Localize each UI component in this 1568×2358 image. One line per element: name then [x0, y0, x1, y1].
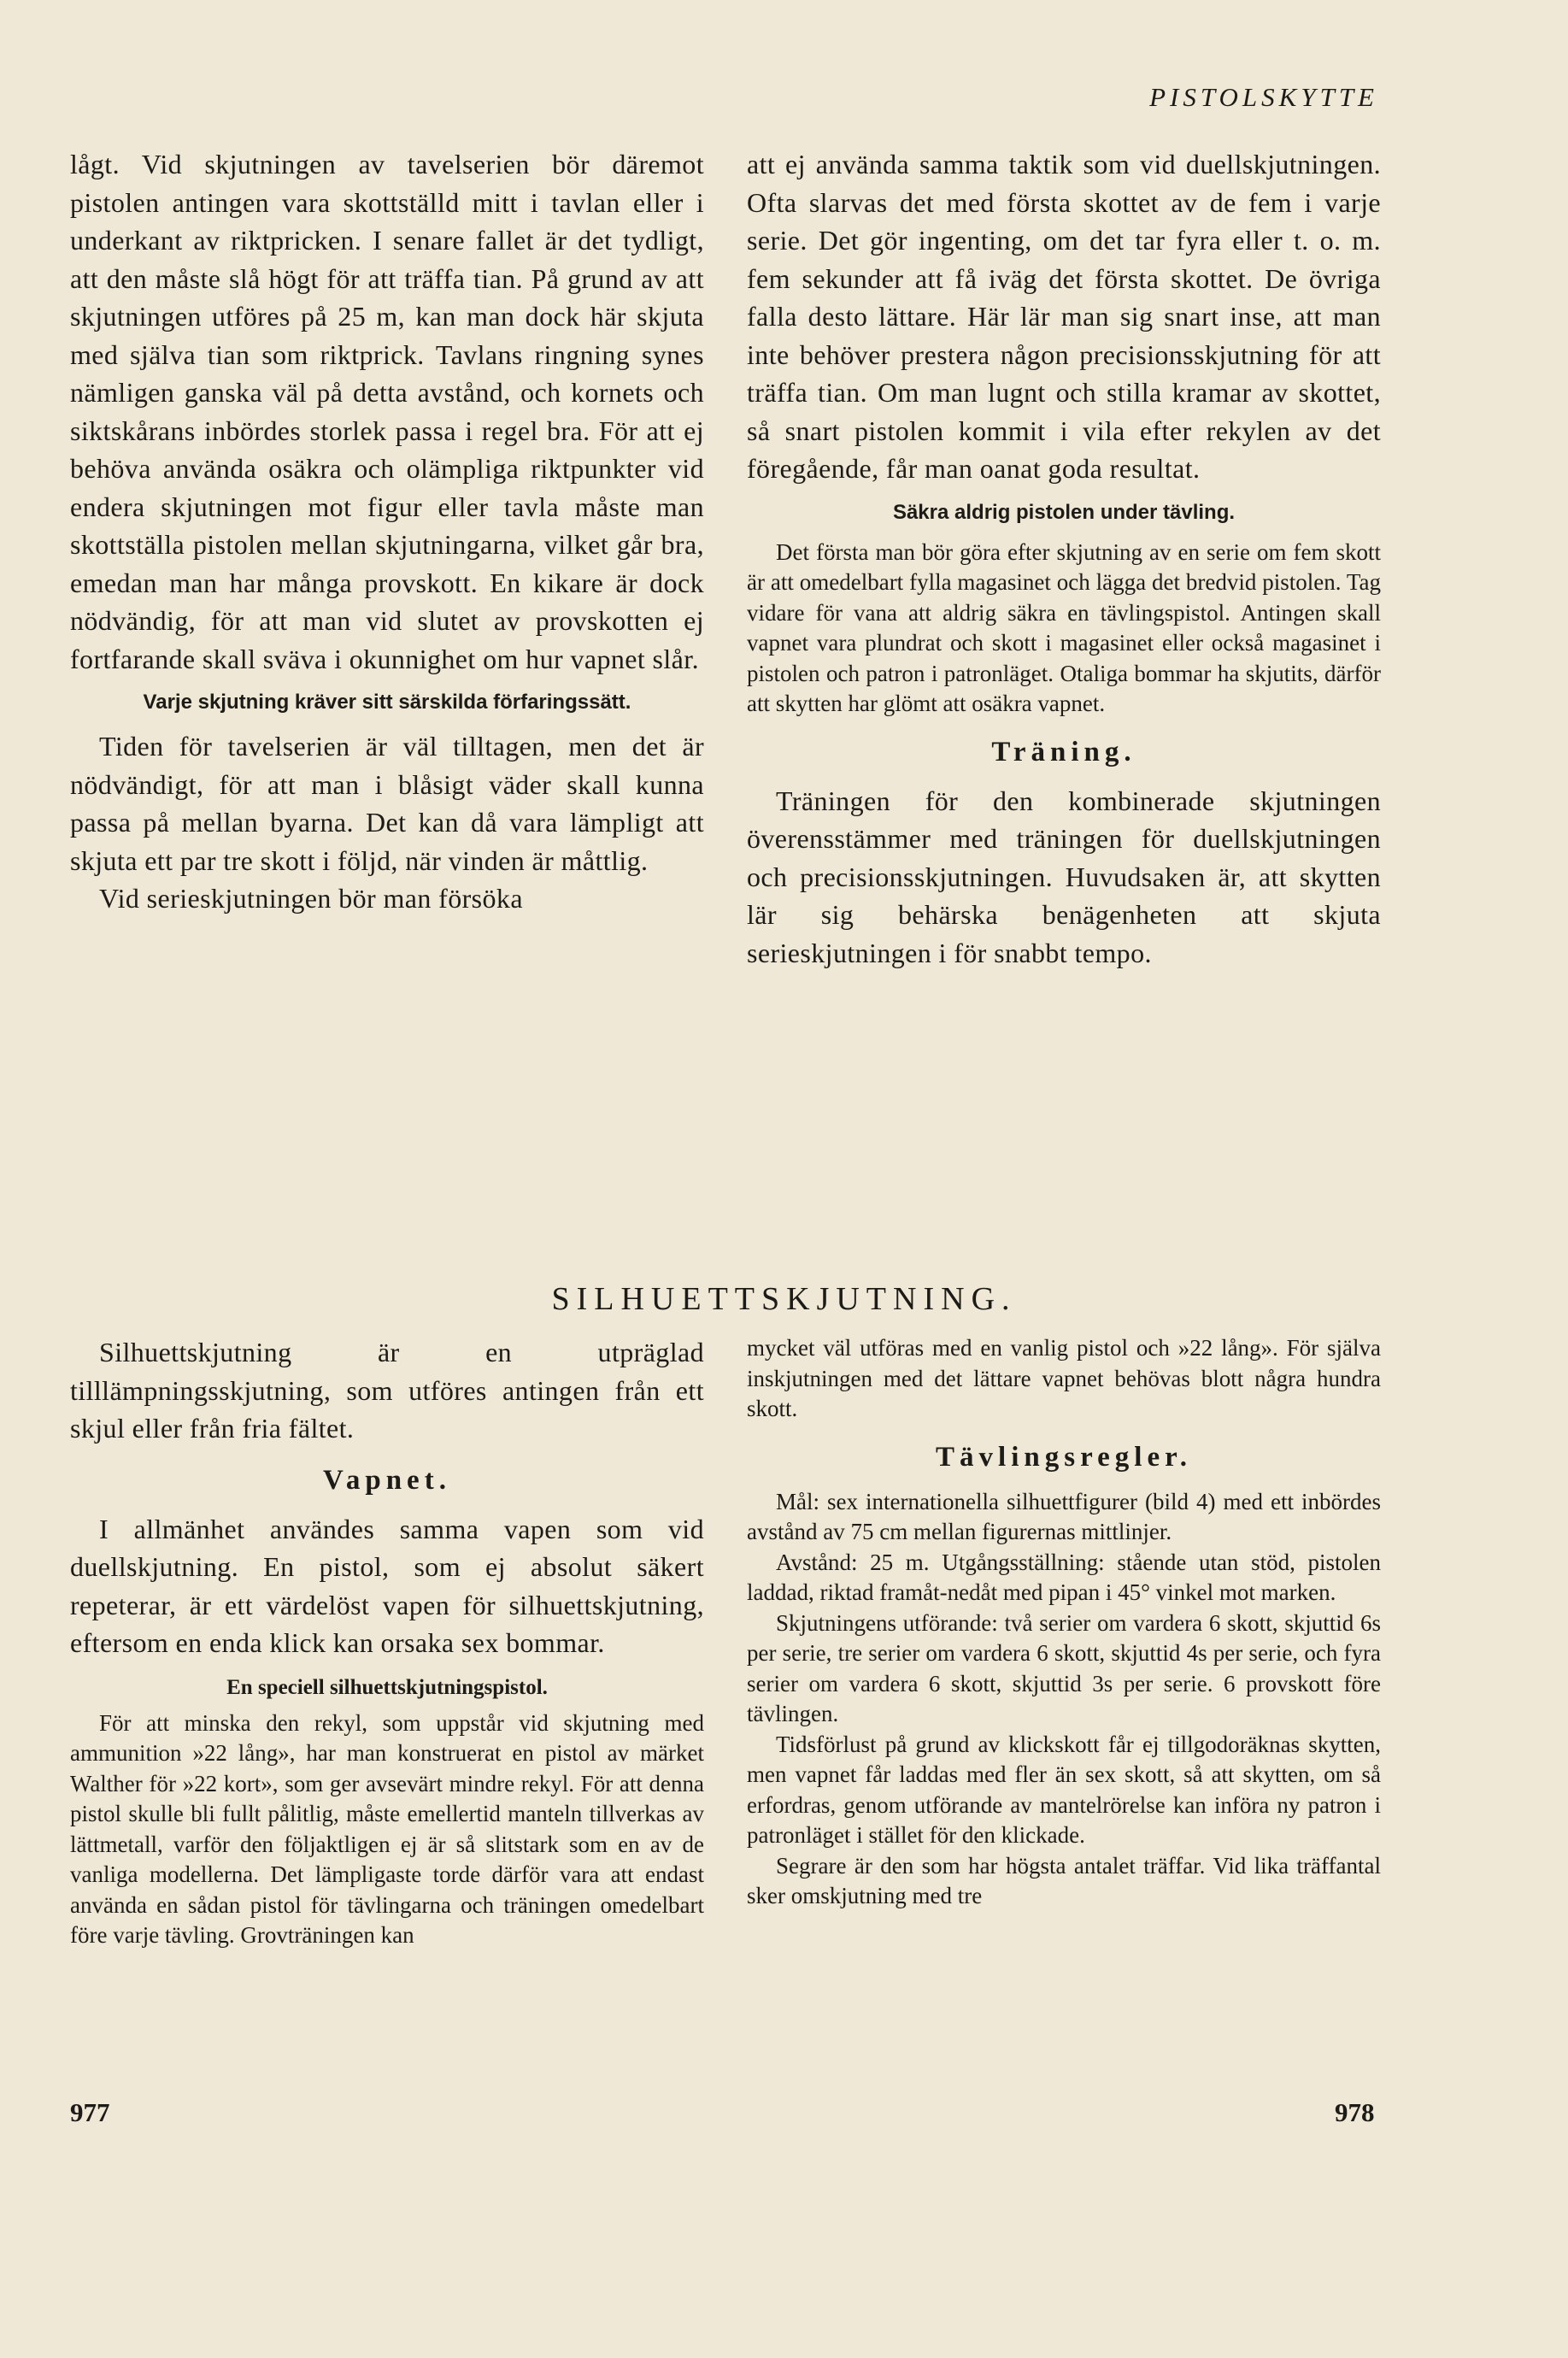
left-bottom-column [70, 1333, 704, 1951]
section-heading: Träning. [991, 736, 1136, 767]
paragraph: Vid serieskjutningen bör man försöka [99, 883, 523, 914]
paragraph: mycket väl utföras med en vanlig pistol och »22 lång». För själva inskjutningen med det lättare vapnet behövas blott några hundra skott. [747, 1335, 1381, 1421]
right-top-column [747, 145, 1381, 972]
paragraph: För att minska den rekyl, som uppstår vid skjutning med ammunition »22 lång», har man konstruerat en pistol av märket Walther för »22 kort», som ger avsevärt mindre rekyl. För att denna pistol skulle bli fullt pålitlig, måste emellertid manteln tillverkas av lättmetall, varför den följaktligen ej är så slitstark som en av de vanliga modellerna. Det lämpligaste torde därför vara att endast använda en sådan pistol för tävlingarna och träningen omedelbart före varje tävling. Grovträningen kan [70, 1709, 704, 1948]
paragraph: Avstånd: 25 m. Utgångsställning: stående utan stöd, pistolen laddad, riktad framåt-nedåt med pipan i 45° vinkel mot marken. [747, 1549, 1381, 1605]
left-top-column [70, 145, 704, 918]
section-title: SILHUETTSKJUTNING. [551, 1281, 1017, 1317]
paragraph: att ej använda samma taktik som vid duellskjutningen. Ofta slarvas det med första skottet av de fem i varje serie. Det gör ingenting, om det tar fyra eller t. o. m. fem sekunder att få iväg det första skottet. De övriga falla desto lättare. Här lär man sig snart inse, att man inte behöver prestera någon precisionsskjutning för att träffa tian. Om man lugnt och stilla kramar av skottet, så snart pistolen kommit i vila efter rekylen av det föregående, får man oanat goda resultat. [747, 149, 1381, 484]
section-heading: Tävlingsregler. [936, 1441, 1192, 1473]
paragraph: Tidsförlust på grund av klickskott får ej tillgodoräknas skytten, men vapnet får laddas med fler än sex skott, så att skytten, om så erfordras, genom utförande av mantelrörelse kan införa ny patron i patronläget i stället för den klickade. [747, 1731, 1381, 1848]
paragraph: Silhuettskjutning är en utpräglad tilllämpningsskjutning, som utföres antingen från ett skjul eller från fria fältet. [70, 1337, 704, 1444]
paragraph: Mål: sex internationella silhuettfigurer (bild 4) med ett inbördes avstånd av 75 cm mellan figurernas mittlinjer. [747, 1488, 1381, 1544]
subheading: Säkra aldrig pistolen under tävling. [892, 500, 1236, 524]
paragraph: Skjutningens utförande: två serier om vardera 6 skott, skjuttid 6s per serie, tre serier om vardera 6 skott, skjuttid 4s per serie, och fyra serier om vardera 6 skott, skjuttid 3s per serie. 6 provskott före tävlingen. [747, 1609, 1381, 1726]
subheading: En speciell silhuettskjutningspistol. [226, 1675, 548, 1699]
paragraph: Segrare är den som har högsta antalet träffar. Vid lika träffantal sker omskjutning med tre [747, 1852, 1381, 1908]
right-bottom-column [747, 1333, 1381, 1912]
paragraph: Det första man bör göra efter skjutning av en serie om fem skott är att omedelbart fylla magasinet och lägga det bredvid pistolen. Tag vidare för vana att aldrig säkra en tävlingspistol. Antingen skall vapnet vara plundrat och skott i magasinet eller också magasinet i pistolen och patron i patronläget. Otaliga bommar ha skjutits, därför att skytten har glömt att osäkra vapnet. [747, 538, 1381, 716]
page-number-right: 978 [1335, 2097, 1375, 2127]
page-number-left: 977 [70, 2097, 110, 2127]
section-heading: Vapnet. [323, 1464, 451, 1496]
paragraph: Tiden för tavelserien är väl tilltagen, men det är nödvändigt, för att man i blåsigt väder skall kunna passa på mellan byarna. Det kan då vara lämpligt att skjuta ett par tre skott i följd, när vinden är måttlig. [70, 731, 704, 876]
paragraph: lågt. Vid skjutningen av tavelserien bör däremot pistolen antingen vara skottställd mitt i tavlan eller i underkant av riktpricken. I senare fallet är det tydligt, att den måste slå högt för att träffa tian. På grund av att skjutningen utföres på 25 m, kan man dock här skjuta med själva tian som riktprick. Tavlans ringning synes nämligen ganska väl på detta avstånd, och kornets och siktskårans inbördes storlek passa i regel bra. För att ej behöva använda osäkra och olämpliga riktpunkter vid endera skjutningen mot figur eller tavla måste man skottställa pistolen mellan skjutningarna, vilket går bra, emedan man har många provskott. En kikare är dock nödvändig, för att man vid slutet av provskotten ej fortfarande skall sväva i okunnighet om hur vapnet slår. [70, 149, 704, 674]
subheading: Varje skjutning kräver sitt särskilda förfaringssätt. [143, 691, 631, 714]
running-head: PISTOLSKYTTE [1149, 82, 1378, 112]
paragraph: Träningen för den kombinerade skjutningen överensstämmer med träningen för duellskjutningen och precisionsskjutningen. Huvudsaken är, att skytten lär sig behärska benägenheten att skjuta serieskjutningen i för snabbt tempo. [747, 785, 1381, 968]
paragraph: I allmänhet användes samma vapen som vid duellskjutning. En pistol, som ej absolut säkert repeterar, är ett värdelöst vapen för silhuettskjutning, eftersom en enda klick kan orsaka sex bommar. [70, 1513, 704, 1658]
